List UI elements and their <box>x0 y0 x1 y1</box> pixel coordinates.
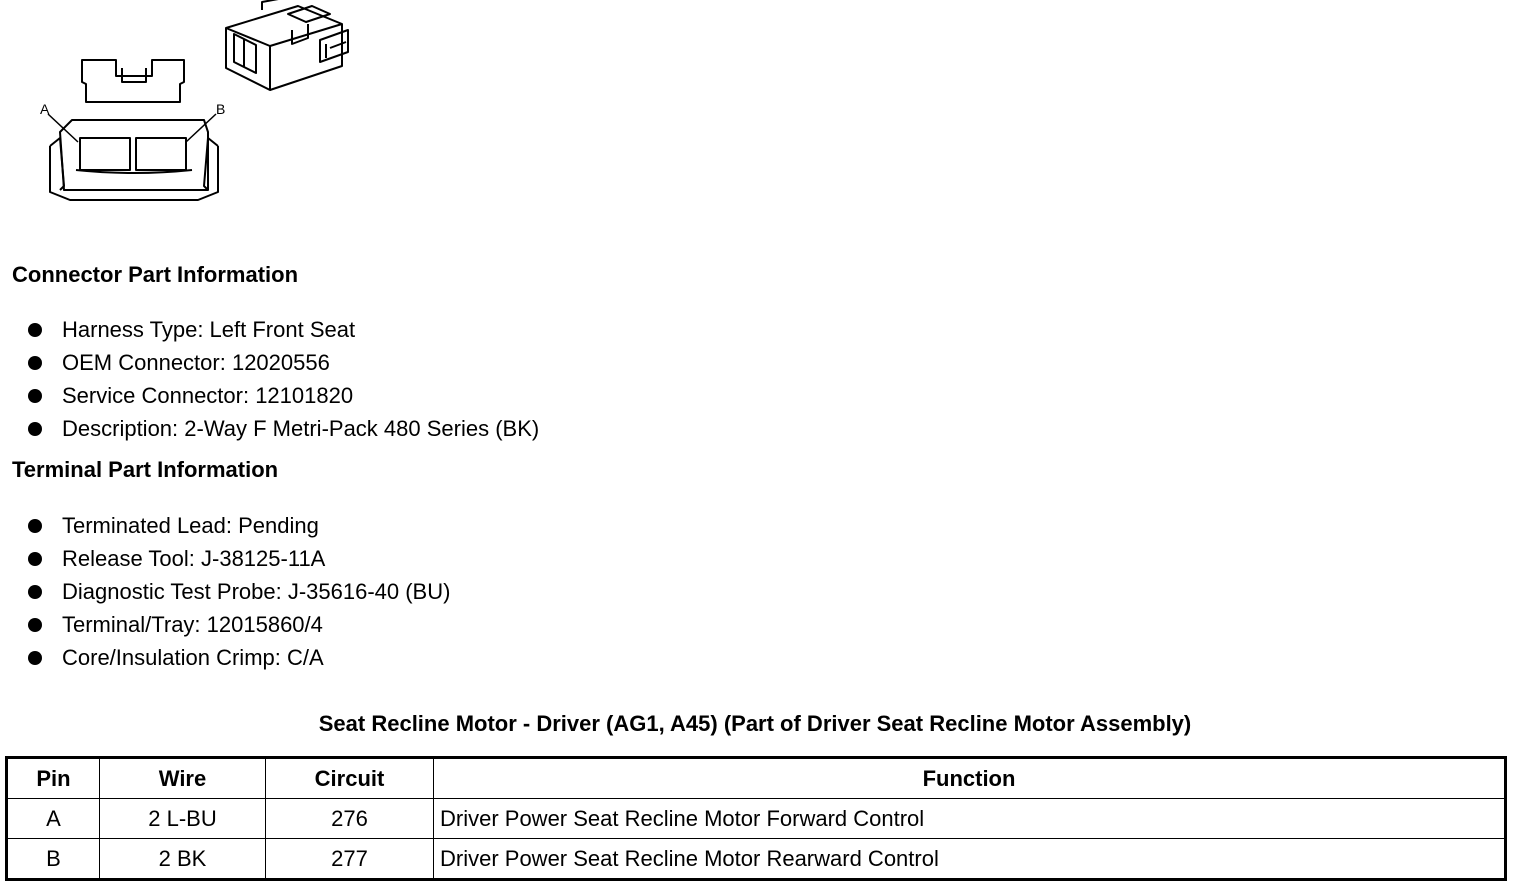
table-title: Seat Recline Motor - Driver (AG1, A45) (Part of Driver Seat Recline Motor Assembly) <box>318 711 1192 736</box>
list-item <box>28 575 450 608</box>
list-item-text: Description: 2-Way F Metri-Pack 480 Series (BK) <box>62 416 540 441</box>
connector-front-view <box>50 60 218 200</box>
column-header-function: Function <box>434 758 1506 799</box>
bullet-icon <box>28 519 42 533</box>
pinout-table <box>5 756 1507 881</box>
column-header-circuit: Circuit <box>266 758 434 799</box>
bullet-icon <box>28 389 42 403</box>
list-item-text: Terminated Lead: Pending <box>62 513 319 538</box>
terminal-info-list <box>28 509 450 674</box>
table-row <box>7 799 1506 839</box>
bullet-icon <box>28 552 42 566</box>
pin-a-label: A <box>40 101 50 117</box>
table-row <box>7 839 1506 880</box>
wire-cell: 2 L-BU <box>100 799 266 839</box>
list-item <box>28 346 539 379</box>
list-item-text: OEM Connector: 12020556 <box>62 350 330 375</box>
function-cell: Driver Power Seat Recline Motor Rearward Control <box>434 839 1506 880</box>
circuit-cell: 276 <box>266 799 434 839</box>
list-item <box>28 379 539 412</box>
function-cell: Driver Power Seat Recline Motor Forward Control <box>434 799 1506 839</box>
bullet-icon <box>28 585 42 599</box>
column-header-wire: Wire <box>100 758 266 799</box>
pin-cell: B <box>7 839 100 880</box>
list-item-text: Harness Type: Left Front Seat <box>62 317 356 342</box>
list-item <box>28 608 450 641</box>
connector-isometric-view <box>226 0 348 90</box>
connector-info-list <box>28 313 539 445</box>
list-item <box>28 509 450 542</box>
bullet-icon <box>28 422 42 436</box>
connector-drawing <box>30 0 370 215</box>
column-header-pin: Pin <box>7 758 100 799</box>
list-item-text: Service Connector: 12101820 <box>62 383 354 408</box>
pin-cell: A <box>7 799 100 839</box>
list-item-text: Terminal/Tray: 12015860/4 <box>62 612 323 637</box>
list-item <box>28 313 539 346</box>
list-item <box>28 412 539 445</box>
bullet-icon <box>28 323 42 337</box>
list-item <box>28 542 450 575</box>
pin-b-leader <box>186 114 216 142</box>
pin-b-label: B <box>216 101 226 117</box>
terminal-info-heading: Terminal Part Information <box>12 457 279 482</box>
list-item <box>28 641 450 674</box>
wire-cell: 2 BK <box>100 839 266 880</box>
list-item-text: Release Tool: J-38125-11A <box>62 546 326 571</box>
circuit-cell: 277 <box>266 839 434 880</box>
bullet-icon <box>28 651 42 665</box>
list-item-text: Diagnostic Test Probe: J-35616-40 (BU) <box>62 579 451 604</box>
bullet-icon <box>28 618 42 632</box>
table-header-row <box>7 758 1506 799</box>
bullet-icon <box>28 356 42 370</box>
connector-info-heading: Connector Part Information <box>12 262 299 287</box>
pin-a-leader <box>48 114 78 142</box>
list-item-text: Core/Insulation Crimp: C/A <box>62 645 324 670</box>
